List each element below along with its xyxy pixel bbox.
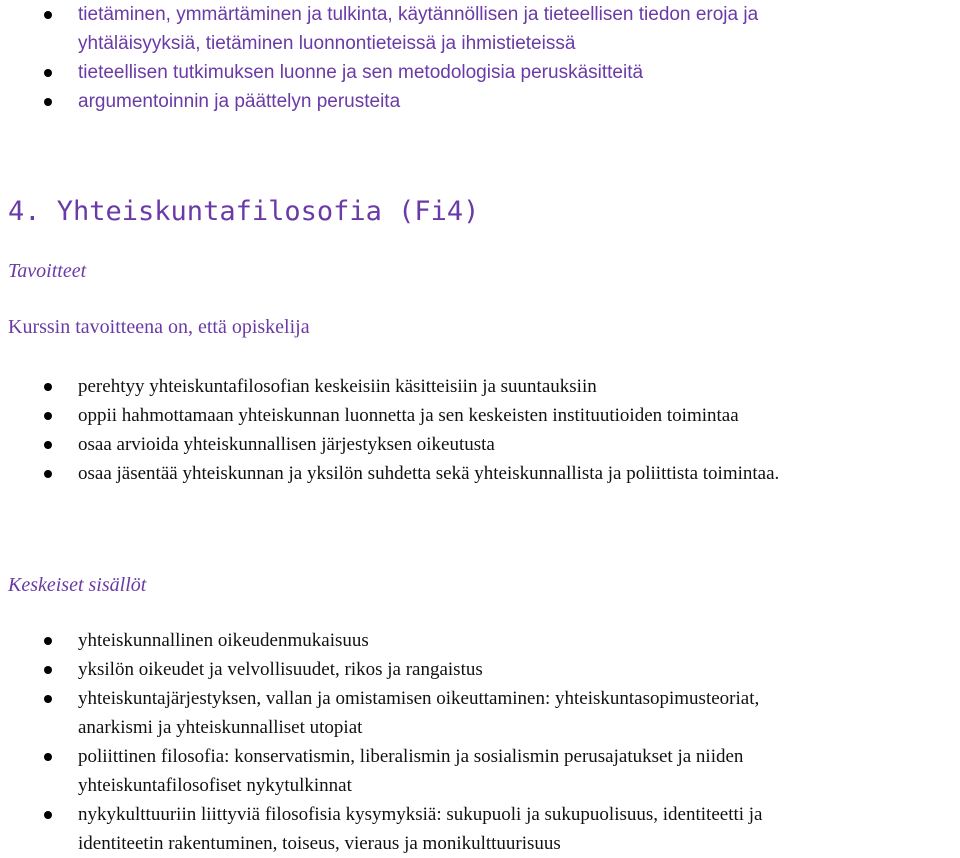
bullet-icon (44, 412, 52, 420)
top-topic-list (0, 0, 960, 116)
list-item: argumentoinnin ja päättelyn perusteita (0, 87, 960, 116)
contents-title: Keskeiset sisällöt (8, 574, 147, 596)
bullet-icon (44, 98, 52, 106)
bullet-icon (44, 695, 52, 703)
goals-list (0, 372, 960, 488)
bullet-icon (44, 811, 52, 819)
bullet-icon (44, 470, 52, 478)
list-item: tieteellisen tutkimuksen luonne ja sen metodologisia peruskäsitteitä (0, 58, 960, 87)
list-item-continuation: yhtäläisyyksiä, tietäminen luonnontieteissä ja ihmistieteissä (78, 33, 576, 54)
list-item: oppii hahmottamaan yhteiskunnan luonnetta ja sen keskeisten instituutioiden toimintaa (0, 401, 960, 430)
goals-title: Tavoitteet (8, 260, 87, 282)
bullet-icon (44, 383, 52, 391)
list-item: osaa jäsentää yhteiskunnan ja yksilön suhdetta sekä yhteiskunnallista ja poliittista toimintaa. (0, 459, 960, 488)
list-item: yksilön oikeudet ja velvollisuudet, rikos ja rangaistus (0, 655, 960, 684)
bullet-icon (44, 637, 52, 645)
section-heading: 4. Yhteiskuntafilosofia (Fi4) (8, 196, 480, 227)
contents-list (0, 626, 960, 858)
list-item: tietäminen, ymmärtäminen ja tulkinta, käytännöllisen ja tieteellisen tiedon eroja ja (0, 0, 960, 29)
list-item: perehtyy yhteiskuntafilosofian keskeisiin käsitteisiin ja suuntauksiin (0, 372, 960, 401)
bullet-icon (44, 69, 52, 77)
list-item: yhteiskunnallinen oikeudenmukaisuus (0, 626, 960, 655)
goals-intro: Kurssin tavoitteena on, että opiskelija (8, 316, 310, 338)
bullet-icon (44, 441, 52, 449)
bullet-icon (44, 753, 52, 761)
list-item: nykykulttuuriin liittyviä filosofisia kysymyksiä: sukupuoli ja sukupuolisuus, identiteetti ja identiteetin rakentuminen, toiseus, vieraus ja monikulttuurisuus (0, 800, 960, 858)
list-item: poliittinen filosofia: konservatismin, liberalismin ja sosialismin perusajatukset ja niiden yhteiskuntafilosofiset nykytulkinnat (0, 742, 960, 800)
bullet-icon (44, 666, 52, 674)
list-item: osaa arvioida yhteiskunnallisen järjestyksen oikeutusta (0, 430, 960, 459)
list-item: yhteiskuntajärjestyksen, vallan ja omistamisen oikeuttaminen: yhteiskuntasopimusteoriat, anarkismi ja yhteiskunnalliset utopiat (0, 684, 960, 742)
bullet-icon (44, 11, 52, 19)
